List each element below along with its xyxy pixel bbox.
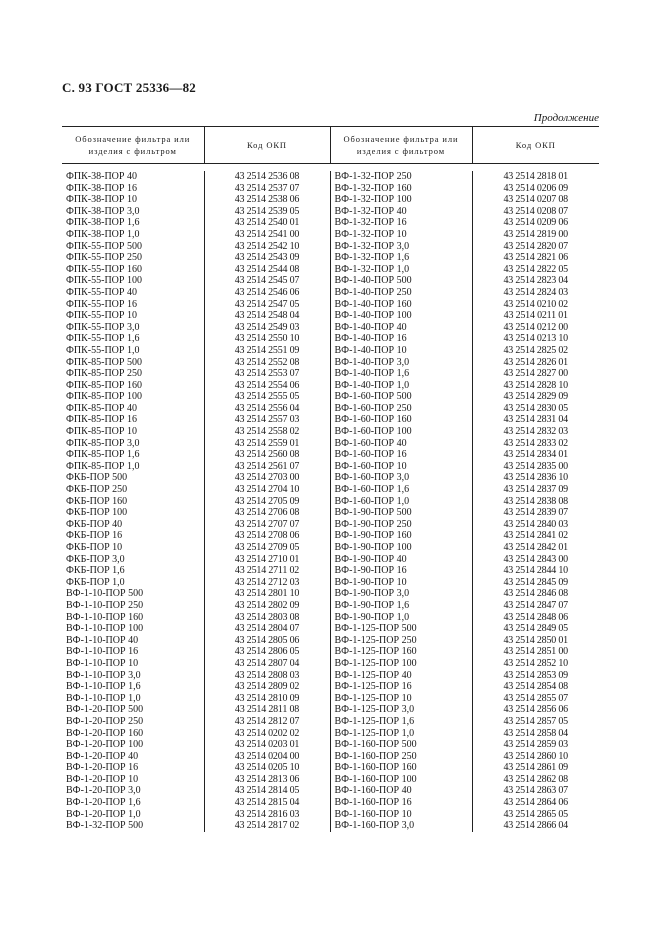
cell-code-right: 43 2514 2842 01 [472,542,599,554]
cell-code-left: 43 2514 2803 08 [204,612,330,624]
cell-code-right: 43 2514 2862 08 [472,774,599,786]
cell-designation-left: ВФ-1-32-ПОР 500 [66,820,144,832]
cell-code-right: 43 2514 2833 02 [472,438,599,450]
cell-designation-right: ВФ-1-40-ПОР 100 [330,310,472,322]
cell-code-left: 43 2514 2557 03 [204,414,330,426]
cell-code-left: 43 2514 2814 05 [204,785,330,797]
cell-code-right: 43 2514 2820 07 [472,241,599,253]
cell-designation-right: ВФ-1-90-ПОР 40 [330,554,472,566]
cell-code-right: 43 2514 2824 03 [472,287,599,299]
table-row [62,252,599,264]
cell-code-left: 43 2514 2537 07 [204,183,330,195]
cell-designation-left: ФПК-38-ПОР 16 [66,182,137,194]
cell-designation-left: ВФ-1-20-ПОР 16 [66,762,139,774]
cell-code-left: 43 2514 0202 02 [204,728,330,740]
table-row [62,171,599,183]
cell-code-right: 43 2514 2843 00 [472,554,599,566]
cell-code-left: 43 2514 2807 04 [204,658,330,670]
cell-code-left: 43 2514 2555 05 [204,391,330,403]
cell-designation-left: ФПК-38-ПОР 3,0 [66,205,140,217]
table-row [62,542,599,554]
cell-code-left: 43 2514 2806 05 [204,646,330,658]
cell-code-left: 43 2514 2559 01 [204,438,330,450]
cell-designation-left: ФПК-38-ПОР 10 [66,194,137,206]
cell-designation-right: ВФ-1-32-ПОР 100 [330,194,472,206]
cell-designation-left: ВФ-1-10-ПОР 160 [66,611,144,623]
cell-code-right: 43 2514 2821 06 [472,252,599,264]
cell-code-right: 43 2514 0208 07 [472,206,599,218]
cell-designation-right: ВФ-1-125-ПОР 40 [330,670,472,682]
table-row [62,275,599,287]
cell-designation-left: ФПК-85-ПОР 160 [66,379,142,391]
cell-designation-left: ВФ-1-10-ПОР 100 [66,623,144,635]
cell-code-left: 43 2514 2544 08 [204,264,330,276]
table-row [62,217,599,229]
cell-code-left: 43 2514 2707 07 [204,519,330,531]
cell-code-right: 43 2514 2823 04 [472,275,599,287]
table-row [62,507,599,519]
cell-code-right: 43 2514 2830 05 [472,403,599,415]
cell-code-right: 43 2514 2841 02 [472,530,599,542]
cell-designation-left: ВФ-1-20-ПОР 3,0 [66,785,141,797]
cell-code-right: 43 2514 2863 07 [472,785,599,797]
cell-designation-right: ВФ-1-40-ПОР 160 [330,299,472,311]
cell-code-right: 43 2514 2827 00 [472,368,599,380]
cell-code-left: 43 2514 2708 06 [204,530,330,542]
cell-code-left: 43 2514 2556 04 [204,403,330,415]
cell-designation-left: ВФ-1-20-ПОР 1,6 [66,797,141,809]
table-row [62,345,599,357]
cell-designation-right: ВФ-1-90-ПОР 10 [330,577,472,589]
cell-code-right: 43 2514 2844 10 [472,565,599,577]
column-header-designation-left: Обозначение фильтра или изделия с фильтром [62,127,204,164]
cell-code-right: 43 2514 2834 01 [472,449,599,461]
cell-code-left: 43 2514 2547 05 [204,299,330,311]
cell-code-right: 43 2514 2829 09 [472,391,599,403]
cell-designation-left: ФПК-85-ПОР 10 [66,426,137,438]
cell-code-right: 43 2514 2825 02 [472,345,599,357]
cell-designation-left: ВФ-1-10-ПОР 3,0 [66,669,141,681]
table-row [62,403,599,415]
cell-designation-right: ВФ-1-60-ПОР 500 [330,391,472,403]
cell-designation-right: ВФ-1-40-ПОР 1,0 [330,380,472,392]
cell-code-left: 43 2514 2809 02 [204,681,330,693]
cell-designation-left: ФКБ-ПОР 100 [66,507,128,519]
cell-designation-right: ВФ-1-90-ПОР 1,6 [330,600,472,612]
cell-code-left: 43 2514 2705 09 [204,496,330,508]
cell-designation-left: ФПК-38-ПОР 1,6 [66,217,140,229]
cell-designation-right: ВФ-1-90-ПОР 1,0 [330,612,472,624]
cell-designation-right: ВФ-1-160-ПОР 100 [330,774,472,786]
cell-designation-left: ВФ-1-10-ПОР 1,6 [66,681,141,693]
cell-designation-left: ФПК-55-ПОР 10 [66,310,137,322]
cell-designation-right: ВФ-1-32-ПОР 16 [330,217,472,229]
cell-designation-right: ВФ-1-160-ПОР 500 [330,739,472,751]
cell-code-left: 43 2514 2549 03 [204,322,330,334]
cell-designation-right: ВФ-1-40-ПОР 500 [330,275,472,287]
column-header-code-left: Код ОКП [204,127,330,164]
cell-code-left: 43 2514 2710 01 [204,554,330,566]
cell-designation-left: ФПК-55-ПОР 1,0 [66,344,140,356]
table-row [62,264,599,276]
cell-designation-right: ВФ-1-60-ПОР 1,6 [330,484,472,496]
cell-designation-left: ФПК-55-ПОР 250 [66,252,142,264]
cell-designation-right: ВФ-1-60-ПОР 250 [330,403,472,415]
cell-designation-right: ВФ-1-125-ПОР 500 [330,623,472,635]
cell-code-left: 43 2514 0205 10 [204,762,330,774]
cell-code-left: 43 2514 2539 05 [204,206,330,218]
cell-designation-left: ФПК-85-ПОР 16 [66,414,137,426]
cell-designation-left: ФПК-38-ПОР 1,0 [66,228,140,240]
cell-code-right: 43 2514 2831 04 [472,414,599,426]
table-row [62,287,599,299]
cell-code-right: 43 2514 2866 04 [472,820,599,832]
table-row [62,310,599,322]
continued-label: Продолжение [533,112,599,124]
cell-designation-right: ВФ-1-32-ПОР 250 [330,171,472,183]
cell-designation-left: ФПК-85-ПОР 1,6 [66,449,140,461]
table-row [62,762,599,774]
cell-code-right: 43 2514 2822 05 [472,264,599,276]
cell-code-left: 43 2514 2541 00 [204,229,330,241]
cell-designation-left: ФКБ-ПОР 500 [66,472,128,484]
cell-code-left: 43 2514 2804 07 [204,623,330,635]
cell-code-right: 43 2514 2853 09 [472,670,599,682]
cell-code-right: 43 2514 2850 01 [472,635,599,647]
cell-designation-left: ВФ-1-20-ПОР 1,0 [66,808,141,820]
cell-code-right: 43 2514 2845 09 [472,577,599,589]
table-row [62,739,599,751]
table-row [62,322,599,334]
cell-designation-left: ФПК-85-ПОР 500 [66,356,142,368]
cell-code-right: 43 2514 2860 10 [472,751,599,763]
cell-designation-right: ВФ-1-40-ПОР 250 [330,287,472,299]
table-row [62,299,599,311]
cell-code-left: 43 2514 2543 09 [204,252,330,264]
cell-code-left: 43 2514 2703 00 [204,472,330,484]
cell-designation-left: ФПК-55-ПОР 160 [66,263,142,275]
cell-designation-right: ВФ-1-60-ПОР 100 [330,426,472,438]
cell-designation-right: ВФ-1-90-ПОР 500 [330,507,472,519]
table-row [62,484,599,496]
cell-code-right: 43 2514 2865 05 [472,809,599,821]
cell-code-left: 43 2514 2816 03 [204,809,330,821]
cell-designation-left: ФКБ-ПОР 3,0 [66,553,125,565]
cell-designation-right: ВФ-1-125-ПОР 100 [330,658,472,670]
cell-code-right: 43 2514 2840 03 [472,519,599,531]
cell-designation-left: ВФ-1-20-ПОР 160 [66,727,144,739]
table-row [62,588,599,600]
cell-code-right: 43 2514 2818 01 [472,171,599,183]
cell-designation-left: ФПК-55-ПОР 3,0 [66,321,140,333]
column-header-designation-right: Обозначение фильтра или изделия с фильтром [330,127,472,164]
table-row [62,809,599,821]
table-row [62,785,599,797]
cell-designation-right: ВФ-1-32-ПОР 1,0 [330,264,472,276]
cell-designation-left: ВФ-1-20-ПОР 500 [66,704,144,716]
cell-code-right: 43 2514 0211 01 [472,310,599,322]
cell-designation-left: ФПК-55-ПОР 500 [66,240,142,252]
table-row [62,496,599,508]
table-row [62,635,599,647]
cell-designation-right: ВФ-1-32-ПОР 3,0 [330,241,472,253]
cell-designation-right: ВФ-1-125-ПОР 1,0 [330,728,472,740]
cell-designation-right: ВФ-1-60-ПОР 160 [330,414,472,426]
table-row [62,751,599,763]
cell-code-right: 43 2514 2856 06 [472,704,599,716]
cell-code-right: 43 2514 0210 02 [472,299,599,311]
cell-designation-left: ВФ-1-10-ПОР 1,0 [66,692,141,704]
cell-code-left: 43 2514 2560 08 [204,449,330,461]
cell-code-left: 43 2514 2711 02 [204,565,330,577]
cell-code-right: 43 2514 2854 08 [472,681,599,693]
cell-designation-right: ВФ-1-40-ПОР 10 [330,345,472,357]
cell-code-right: 43 2514 2826 01 [472,357,599,369]
cell-designation-left: ФКБ-ПОР 250 [66,484,128,496]
table-row [62,797,599,809]
cell-designation-right: ВФ-1-40-ПОР 1,6 [330,368,472,380]
cell-designation-right: ВФ-1-160-ПОР 250 [330,751,472,763]
cell-designation-left: ВФ-1-10-ПОР 10 [66,657,139,669]
table-row [62,554,599,566]
cell-code-left: 43 2514 2812 07 [204,716,330,728]
cell-code-left: 43 2514 2548 04 [204,310,330,322]
cell-code-left: 43 2514 0203 01 [204,739,330,751]
table-row [62,229,599,241]
cell-code-right: 43 2514 0209 06 [472,217,599,229]
cell-designation-left: ФПК-85-ПОР 100 [66,391,142,403]
cell-designation-left: ФПК-85-ПОР 40 [66,402,137,414]
cell-code-left: 43 2514 2801 10 [204,588,330,600]
table-row [62,704,599,716]
cell-code-left: 43 2514 2802 09 [204,600,330,612]
cell-code-right: 43 2514 2855 07 [472,693,599,705]
table-row [62,623,599,635]
cell-designation-right: ВФ-1-125-ПОР 3,0 [330,704,472,716]
cell-designation-left: ФКБ-ПОР 1,0 [66,576,125,588]
cell-designation-left: ФКБ-ПОР 40 [66,518,123,530]
table-row [62,194,599,206]
cell-code-right: 43 2514 0212 00 [472,322,599,334]
cell-designation-left: ВФ-1-20-ПОР 40 [66,750,139,762]
cell-code-right: 43 2514 2848 06 [472,612,599,624]
table-row [62,206,599,218]
cell-designation-right: ВФ-1-40-ПОР 40 [330,322,472,334]
cell-designation-left: ФПК-55-ПОР 1,6 [66,333,140,345]
table-row [62,530,599,542]
table-row [62,693,599,705]
cell-code-right: 43 2514 0207 08 [472,194,599,206]
cell-code-left: 43 2514 2536 08 [204,171,330,183]
table-row [62,380,599,392]
cell-code-right: 43 2514 2836 10 [472,472,599,484]
cell-designation-right: ВФ-1-160-ПОР 160 [330,762,472,774]
filter-code-table [62,126,599,832]
cell-designation-right: ВФ-1-90-ПОР 160 [330,530,472,542]
cell-designation-right: ВФ-1-160-ПОР 16 [330,797,472,809]
cell-designation-right: ВФ-1-60-ПОР 16 [330,449,472,461]
cell-designation-right: ВФ-1-125-ПОР 10 [330,693,472,705]
cell-designation-left: ВФ-1-20-ПОР 100 [66,739,144,751]
cell-designation-left: ВФ-1-10-ПОР 16 [66,646,139,658]
cell-code-left: 43 2514 2540 01 [204,217,330,229]
table-row [62,577,599,589]
cell-code-right: 43 2514 2864 06 [472,797,599,809]
cell-code-right: 43 2514 2835 00 [472,461,599,473]
cell-code-right: 43 2514 2837 09 [472,484,599,496]
cell-code-right: 43 2514 2852 10 [472,658,599,670]
table-header-row [62,127,599,164]
cell-code-left: 43 2514 2704 10 [204,484,330,496]
cell-code-left: 43 2514 2805 06 [204,635,330,647]
cell-code-left: 43 2514 2550 10 [204,333,330,345]
cell-designation-right: ВФ-1-125-ПОР 160 [330,646,472,658]
cell-code-right: 43 2514 2861 09 [472,762,599,774]
table-row [62,183,599,195]
cell-designation-left: ФПК-85-ПОР 3,0 [66,437,140,449]
cell-designation-right: ВФ-1-32-ПОР 160 [330,183,472,195]
cell-designation-left: ФПК-55-ПОР 100 [66,275,142,287]
table-row [62,357,599,369]
cell-code-left: 43 2514 2561 07 [204,461,330,473]
cell-code-right: 43 2514 2849 05 [472,623,599,635]
cell-designation-left: ФПК-85-ПОР 250 [66,368,142,380]
cell-designation-left: ВФ-1-10-ПОР 40 [66,634,139,646]
cell-designation-right: ВФ-1-32-ПОР 40 [330,206,472,218]
cell-designation-right: ВФ-1-60-ПОР 3,0 [330,472,472,484]
cell-code-right: 43 2514 2851 00 [472,646,599,658]
cell-code-left: 43 2514 2706 08 [204,507,330,519]
table-row [62,565,599,577]
cell-designation-left: ФПК-55-ПОР 40 [66,286,137,298]
table-row [62,820,599,832]
cell-designation-right: ВФ-1-60-ПОР 40 [330,438,472,450]
cell-designation-right: ВФ-1-90-ПОР 250 [330,519,472,531]
cell-code-left: 43 2514 2552 08 [204,357,330,369]
page-header: С. 93 ГОСТ 25336—82 [62,80,196,95]
table-row [62,670,599,682]
table-row [62,449,599,461]
table-row [62,612,599,624]
table-row [62,774,599,786]
cell-designation-right: ВФ-1-40-ПОР 3,0 [330,357,472,369]
cell-code-right: 43 2514 2832 03 [472,426,599,438]
cell-code-left: 43 2514 2558 02 [204,426,330,438]
cell-code-left: 43 2514 2554 06 [204,380,330,392]
cell-code-left: 43 2514 2712 03 [204,577,330,589]
cell-code-right: 43 2514 2828 10 [472,380,599,392]
table-row [62,438,599,450]
cell-designation-right: ВФ-1-60-ПОР 1,0 [330,496,472,508]
cell-designation-left: ВФ-1-20-ПОР 250 [66,715,144,727]
table-row [62,681,599,693]
cell-code-left: 43 2514 2545 07 [204,275,330,287]
cell-designation-left: ФКБ-ПОР 160 [66,495,128,507]
cell-code-left: 43 2514 2817 02 [204,820,330,832]
cell-code-right: 43 2514 2847 07 [472,600,599,612]
cell-code-left: 43 2514 2551 09 [204,345,330,357]
cell-designation-right: ВФ-1-160-ПОР 10 [330,809,472,821]
table-row [62,728,599,740]
cell-designation-right: ВФ-1-32-ПОР 10 [330,229,472,241]
table-row [62,241,599,253]
cell-designation-left: ВФ-1-20-ПОР 10 [66,773,139,785]
table-row [62,646,599,658]
cell-code-left: 43 2514 2811 08 [204,704,330,716]
cell-designation-left: ФПК-38-ПОР 40 [66,171,137,182]
table-row [62,519,599,531]
cell-code-right: 43 2514 2859 03 [472,739,599,751]
cell-designation-right: ВФ-1-90-ПОР 100 [330,542,472,554]
cell-code-right: 43 2514 0213 10 [472,333,599,345]
cell-code-left: 43 2514 2538 06 [204,194,330,206]
cell-designation-left: ФПК-55-ПОР 16 [66,298,137,310]
cell-code-left: 43 2514 2813 06 [204,774,330,786]
table-row [62,391,599,403]
table-row [62,414,599,426]
cell-designation-right: ВФ-1-125-ПОР 16 [330,681,472,693]
cell-code-left: 43 2514 2546 06 [204,287,330,299]
cell-designation-right: ВФ-1-160-ПОР 40 [330,785,472,797]
table-row [62,368,599,380]
cell-designation-right: ВФ-1-60-ПОР 10 [330,461,472,473]
cell-designation-left: ВФ-1-10-ПОР 500 [66,588,144,600]
column-header-code-right: Код ОКП [472,127,599,164]
cell-code-left: 43 2514 2553 07 [204,368,330,380]
table-row [62,716,599,728]
cell-code-right: 43 2514 2846 08 [472,588,599,600]
cell-designation-right: ВФ-1-125-ПОР 1,6 [330,716,472,728]
cell-code-right: 43 2514 2838 08 [472,496,599,508]
cell-code-right: 43 2514 2819 00 [472,229,599,241]
table-row [62,426,599,438]
cell-code-left: 43 2514 2815 04 [204,797,330,809]
cell-code-right: 43 2514 2858 04 [472,728,599,740]
cell-code-left: 43 2514 0204 00 [204,751,330,763]
cell-code-left: 43 2514 2810 09 [204,693,330,705]
cell-designation-left: ФКБ-ПОР 1,6 [66,565,125,577]
cell-code-left: 43 2514 2808 03 [204,670,330,682]
cell-designation-right: ВФ-1-32-ПОР 1,6 [330,252,472,264]
cell-code-right: 43 2514 0206 09 [472,183,599,195]
table-row [62,461,599,473]
cell-designation-right: ВФ-1-90-ПОР 16 [330,565,472,577]
table-row [62,658,599,670]
table-row [62,333,599,345]
cell-designation-right: ВФ-1-90-ПОР 3,0 [330,588,472,600]
cell-designation-left: ВФ-1-10-ПОР 250 [66,599,144,611]
table-row [62,472,599,484]
cell-code-right: 43 2514 2839 07 [472,507,599,519]
cell-code-right: 43 2514 2857 05 [472,716,599,728]
cell-designation-right: ВФ-1-40-ПОР 16 [330,333,472,345]
table-row [62,600,599,612]
cell-designation-right: ВФ-1-125-ПОР 250 [330,635,472,647]
cell-code-left: 43 2514 2709 05 [204,542,330,554]
cell-designation-left: ФКБ-ПОР 16 [66,530,123,542]
cell-code-left: 43 2514 2542 10 [204,241,330,253]
cell-designation-left: ФКБ-ПОР 10 [66,542,123,553]
cell-designation-left: ФПК-85-ПОР 1,0 [66,460,140,472]
cell-designation-right: ВФ-1-160-ПОР 3,0 [330,820,472,832]
